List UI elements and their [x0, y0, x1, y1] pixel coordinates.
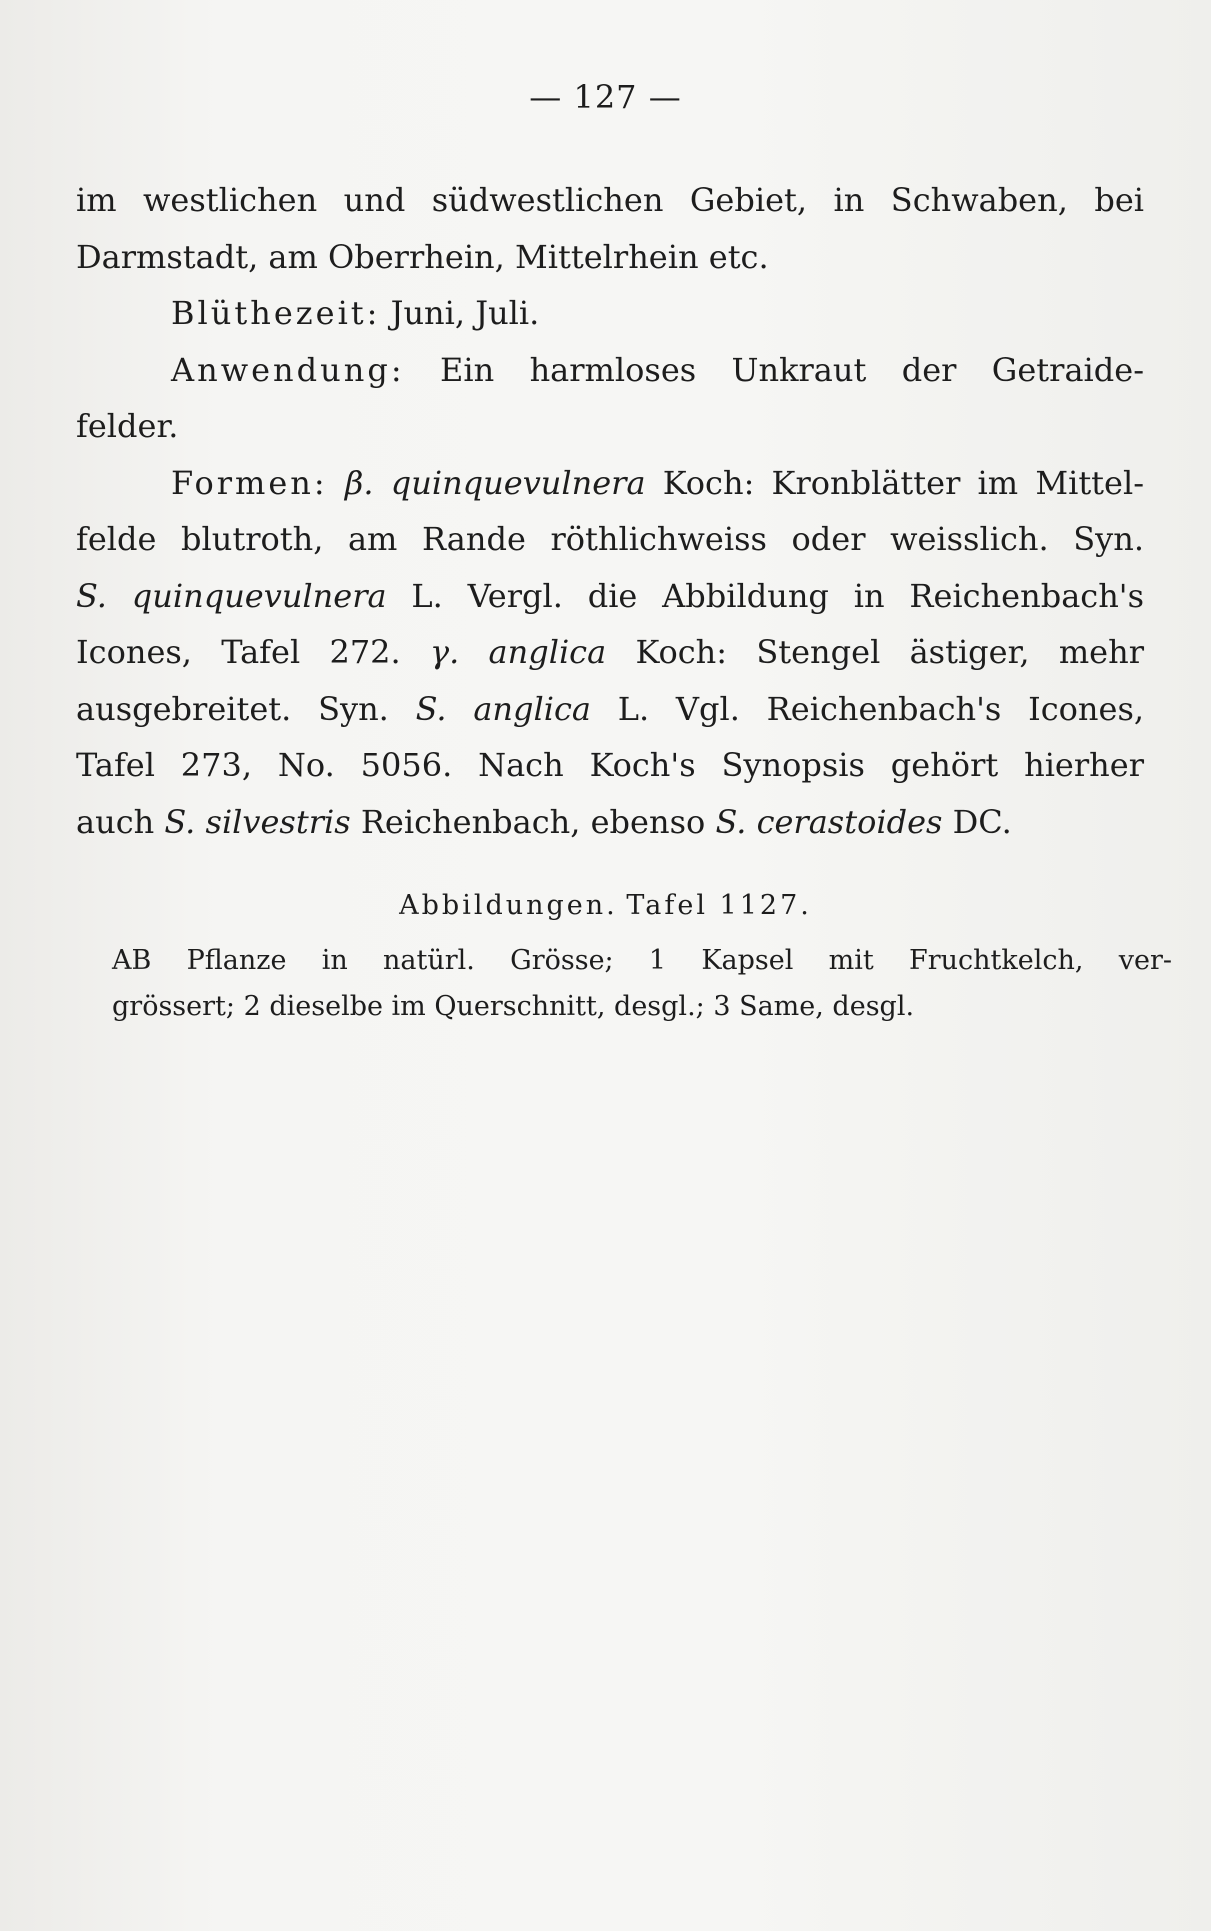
formen-line-4-a: Icones, Tafel 272. [76, 633, 401, 671]
formen-line-1 [76, 455, 1144, 512]
figure-caption [112, 938, 1172, 1030]
formen-s-4: S. [715, 802, 747, 841]
formen-line-6: Tafel 273, No. 5056. Nach Koch's Synopsis gehört hierher [76, 746, 1144, 784]
formen-line-7 [76, 794, 1144, 851]
formen-gamma: γ. [429, 633, 460, 671]
formen-quinquevulnera-2: quinquevulnera [131, 576, 387, 615]
abbildungen-label: Abbildungen. [399, 890, 618, 921]
anwendung-line-2: felder. [76, 407, 179, 445]
paragraph-1-line-1: im westlichen und südwestlichen Gebiet, in Schwaben, bei [76, 181, 1144, 219]
bluthezeit-line [76, 285, 1144, 342]
formen-anglica-2: anglica [473, 689, 591, 728]
formen-line-7-b: Reichenbach, ebenso [360, 802, 706, 841]
body-text [76, 172, 1144, 850]
anwendung-line-1 [76, 342, 1144, 399]
formen-line-1-rest: Koch: Kronblätter im Mittel- [662, 463, 1145, 502]
bluthezeit-text: Juni, Juli. [390, 294, 540, 332]
formen-silvestris: silvestris [205, 802, 351, 841]
formen-line-3-rest: L. Vergl. die Abbildung in Reichenbach's [411, 576, 1145, 615]
abbildungen-heading [0, 890, 1211, 921]
formen-line-5 [76, 681, 1144, 738]
formen-s-1: S. [76, 576, 107, 615]
anwendung-text: Ein harmloses Unkraut der Getraide- [440, 350, 1145, 389]
paragraph-1-line-2: Darmstadt, am Oberrhein, Mittelrhein etc. [76, 237, 769, 276]
formen-line-4 [76, 624, 1144, 681]
formen-line-7-a: auch [76, 802, 155, 841]
formen-quinquevulnera: quinquevulnera [390, 463, 646, 502]
abbildungen-tafel: Tafel 1127. [626, 890, 812, 921]
formen-line-4-b: Koch: Stengel ästiger, mehr [635, 633, 1144, 671]
formen-s-3: S. [164, 802, 196, 841]
formen-line-5-b: L. Vgl. Reichenbach's Icones, [617, 689, 1145, 728]
page-number: — 127 — [529, 78, 682, 116]
formen-line-3 [76, 568, 1144, 625]
formen-line-2: felde blutroth, am Rande röthlichweiss oder weisslich. Syn. [76, 520, 1144, 558]
formen-label: Formen: [171, 463, 328, 502]
bluthezeit-label: Blüthezeit: [171, 294, 381, 332]
formen-line-7-c: DC. [952, 802, 1012, 841]
formen-beta: β. [344, 463, 374, 502]
formen-anglica: anglica [488, 633, 607, 671]
caption-line-2: grössert; 2 dieselbe im Querschnitt, desgl.; 3 Same, desgl. [112, 991, 915, 1022]
formen-cerastoides: cerastoides [756, 802, 943, 841]
formen-line-5-a: ausgebreitet. Syn. [76, 689, 389, 728]
anwendung-label: Anwendung: [171, 350, 405, 389]
caption-line-1: AB Pflanze in natürl. Grösse; 1 Kapsel mit Fruchtkelch, ver- [112, 945, 1172, 976]
formen-s-2: S. [415, 689, 447, 728]
